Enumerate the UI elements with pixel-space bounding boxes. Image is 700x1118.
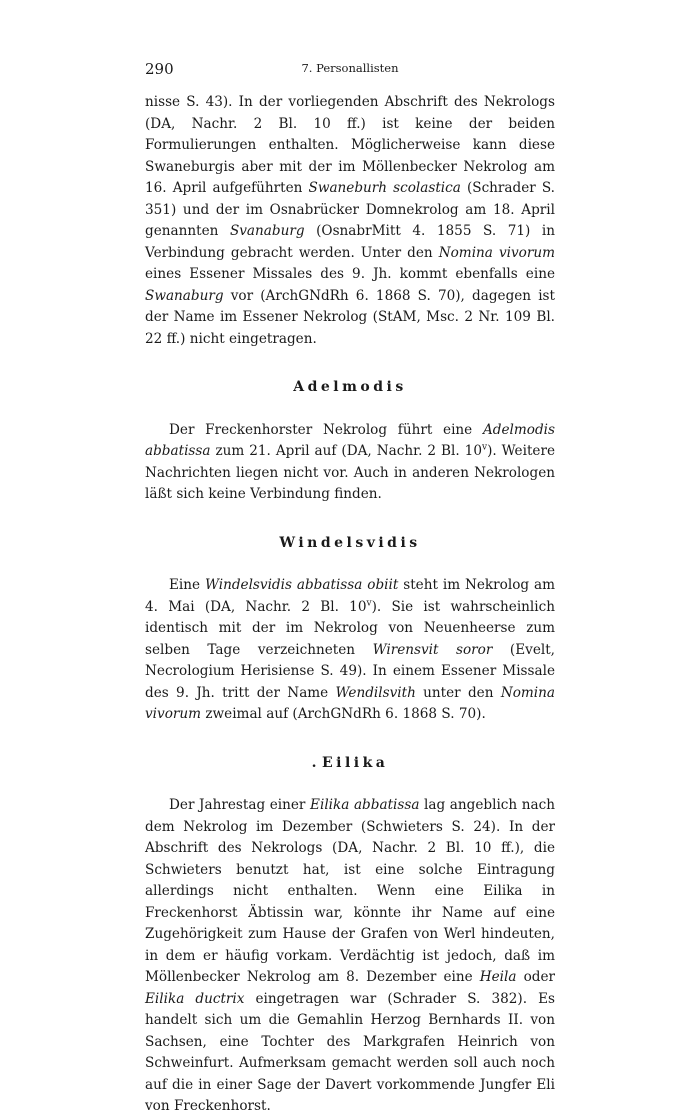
page-number: 290: [145, 60, 174, 78]
running-head: 7. Personallisten: [301, 61, 399, 75]
section-title-eilika: . Eilika: [145, 753, 555, 775]
section-title-adelmodis: Adelmodis: [293, 379, 407, 395]
paragraph-eilika: Der Jahrestag einer Eilika abbatissa lag angeblich nach dem Nekrolog im Dezember (Schwieters S. 24). In der Abschrift des Nekrologs (DA, Nachr. 2 Bl. 10 ff.), die Schwieters benutzt hat, ist eine solche Eintragung allerdings nicht enthalten. Wenn eine Eilika in Freckenhorst Äbtissin war, könnte ihr Name auf eine Zugehörigkeit zum Hause der Grafen von Werl hindeuten, in dem er häufig vorkam. Verdächtig ist jedoch, daß im Möllenbecker Nekrolog am 8. Dezember eine Heila oder Eilika ductrix eingetragen war (Schrader S. 382). Es handelt sich um die Gemahlin Herzog Bernhards II. von Sachsen, eine Tochter des Markgrafen Heinrich von Schweinfurt. Aufmerksam gemacht werden soll auch noch auf die in einer Sage der Davert vorkommende Jungfer Eli von Freckenhorst.: [145, 797, 555, 1114]
paragraph-adelmodis: Der Freckenhorster Nekrolog führt eine Adelmodis abbatissa zum 21. April auf (DA, Nachr. 2 Bl. 10$^v$). Weitere Nachrichten liegen nicht vor. Auch in anderen Nekrologen läßt sich keine Verbindung finden.: [145, 421, 555, 502]
stray-dot: .: [311, 754, 320, 771]
paragraph-windelsvidis: Eine Windelsvidis abbatissa obiit steht im Nekrolog am 4. Mai (DA, Nachr. 2 Bl. 10$^v$). Sie ist wahrscheinlich identisch mit der im Nekrolog von Neuenheerse zum selben Tage verzeichneten Wirensvit soror (Evelt, Necrologium Herisiense S. 49). In einem Essener Missale des 9. Jh. tritt der Name Wendilsvith unter den Nomina vivorum zweimal auf (ArchGNdRh 6. 1868 S. 70).: [145, 577, 555, 722]
page-body: [145, 92, 555, 1118]
section-title-windelsvidis: Windelsvidis: [279, 534, 421, 551]
page-header: [145, 60, 555, 82]
paragraph-swaneburgis: nisse S. 43). In der vorliegenden Abschrift des Nekrologs (DA, Nachr. 2 Bl. 10 ff.) ist keine der beiden Formulierungen enthalten. Möglicherweise kann diese Swaneburgis aber mit der im Möllenbecker Nekrolog am 16. April aufgeführten Swaneburh scolastica (Schrader S. 351) und der im Osnabrücker Domnekrolog am 18. April genannten Svanaburg (OsnabrMitt 4. 1855 S. 71) in Verbindung gebracht werden. Unter den Nomina vivorum eines Essener Missales des 9. Jh. kommt ebenfalls eine Swanaburg vor (ArchGNdRh 6. 1868 S. 70), dagegen ist der Name im Essener Nekrolog (StAM, Msc. 2 Nr. 109 Bl. 22 ff.) nicht eingetragen.: [145, 94, 556, 347]
